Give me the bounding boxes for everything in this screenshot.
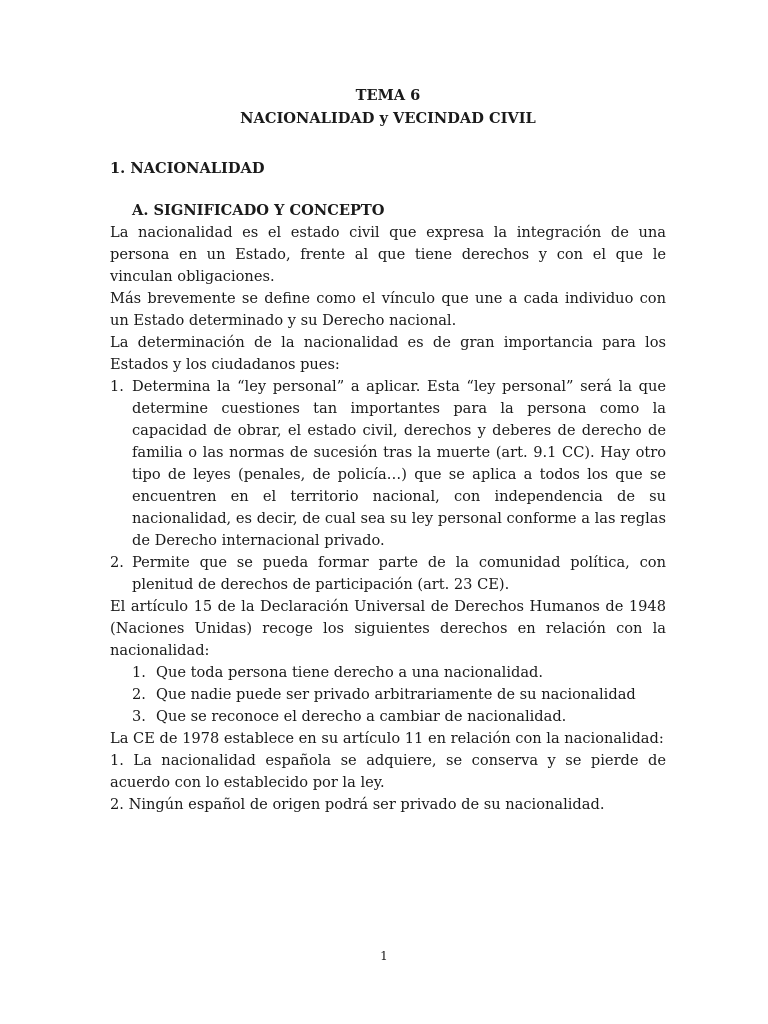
list-item-number: 2.: [132, 686, 146, 703]
importance-list: [110, 376, 666, 596]
list-item-text: Determina la “ley personal” a aplicar. Esta “ley personal” será la que determine cuestiones tan importantes para la persona como la capacidad de obrar, el estado civil, derechos y deberes de derecho de familia o las normas de sucesión tras la muerte (art. 9.1 CC). Hay otro tipo de leyes (penales, de policía…) que se aplica a todos los que se encuentren en el territorio nacional, con independencia de su nacionalidad, es decir, de cual sea su ley personal conforme a las reglas de Derecho internacional privado.: [132, 378, 666, 549]
list-item-number: 3.: [132, 708, 146, 725]
document-page: [110, 84, 666, 816]
list-item-number: 1.: [132, 664, 146, 681]
paragraph-brief-definition: Más brevemente se define como el vínculo que une a cada individuo con un Estado determinado y su Derecho nacional.: [110, 290, 666, 329]
list-item-number: 1.: [110, 378, 124, 395]
list-item-text: Permite que se pueda formar parte de la comunidad política, con plenitud de derechos de participación (art. 23 CE).: [132, 554, 666, 593]
list-item: [110, 662, 666, 684]
page-number: 1: [380, 949, 388, 963]
paragraph-constitution: La CE de 1978 establece en su artículo 11 en relación con la nacionalidad:: [110, 730, 664, 747]
rights-list: [110, 662, 666, 728]
document-subtitle: NACIONALIDAD y VECINDAD CIVIL: [240, 110, 536, 127]
list-item-number: 2.: [110, 554, 124, 571]
constitution-point-1: 1. La nacionalidad española se adquiere, se conserva y se pierde de acuerdo con lo establecido por la ley.: [110, 752, 666, 791]
list-item-text: Que toda persona tiene derecho a una nacionalidad.: [156, 664, 544, 681]
paragraph-definition: La nacionalidad es el estado civil que expresa la integración de una persona en un Estado, frente al que tiene derechos y con el que le vinculan obligaciones.: [110, 224, 666, 285]
document-title: TEMA 6: [355, 87, 421, 104]
list-item: [110, 684, 666, 706]
paragraph-importance: La determinación de la nacionalidad es de gran importancia para los Estados y los ciudadanos pues:: [110, 334, 666, 373]
section-heading: 1. NACIONALIDAD: [110, 160, 265, 177]
subsection-heading: A. SIGNIFICADO Y CONCEPTO: [132, 202, 385, 219]
paragraph-declaration: El artículo 15 de la Declaración Universal de Derechos Humanos de 1948 (Naciones Unidas) recoge los siguientes derechos en relación con la nacionalidad:: [110, 598, 666, 659]
list-item-text: Que se reconoce el derecho a cambiar de nacionalidad.: [156, 708, 567, 725]
list-item: [110, 706, 666, 728]
list-item: [110, 376, 666, 552]
list-item-text: Que nadie puede ser privado arbitrariamente de su nacionalidad: [156, 686, 636, 703]
constitution-point-2: 2. Ningún español de origen podrá ser privado de su nacionalidad.: [110, 796, 605, 813]
list-item: [110, 552, 666, 596]
